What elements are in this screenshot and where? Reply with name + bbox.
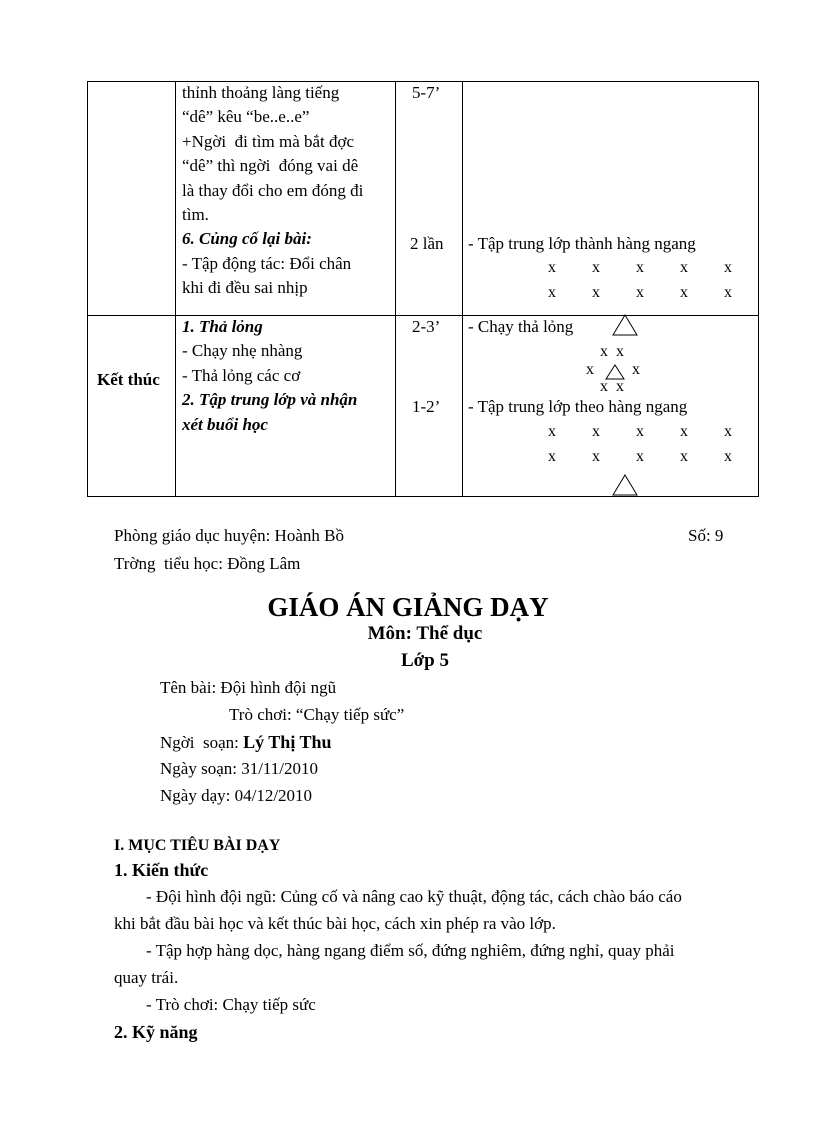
paragraph-1-line-2: khi bắt đầu bài học và kết thúc bài học, cách xin phép ra vào lớp. bbox=[114, 914, 556, 933]
grade-title: Lớp 5 bbox=[400, 650, 449, 671]
row2-method-2: - Tập trung lớp theo hàng ngang bbox=[468, 397, 688, 416]
author-name: Lý Thị Thu bbox=[243, 732, 332, 752]
heading-review: 6. Củng cố lại bài: bbox=[182, 229, 312, 249]
table-col-divider-3 bbox=[462, 81, 463, 497]
circle-formation-right: x bbox=[632, 361, 640, 378]
circle-formation-bottom: x x bbox=[600, 378, 624, 395]
row2-method-1: - Chạy thả lỏng bbox=[468, 317, 574, 336]
content-line: khi đi đều sai nhịp bbox=[182, 278, 308, 298]
content-line: - Chạy nhẹ nhàng bbox=[182, 341, 303, 361]
content-line: +Ngời đi tìm mà bắt đợc bbox=[182, 131, 355, 151]
row2-formation-row-1: x x x x x bbox=[548, 423, 732, 440]
teacher-triangle-icon bbox=[612, 314, 638, 336]
paragraph-2-line-2: quay trái. bbox=[114, 968, 179, 987]
content-line: “dê” kêu “be..e..e” bbox=[182, 107, 310, 127]
circle-formation-left: x bbox=[586, 361, 594, 378]
section-ket-thuc: Kết thúc bbox=[97, 370, 160, 389]
content-line: - Tập động tác: Đổi chân bbox=[182, 253, 352, 273]
row1-time-a: 5-7’ bbox=[412, 83, 441, 102]
paragraph-1-line-1: - Đội hình đội ngũ: Củng cố và nâng cao kỹ thuật, động tác, cách chào báo cáo bbox=[146, 887, 682, 906]
lesson-name: Tên bài: Đội hình đội ngũ bbox=[160, 678, 337, 697]
row1-time-b: 2 lần bbox=[410, 234, 444, 253]
author-label: Ngời soạn: bbox=[160, 733, 244, 752]
teacher-triangle-bottom-icon bbox=[612, 474, 638, 496]
circle-formation-top: x x bbox=[600, 343, 624, 360]
document-number: Số: 9 bbox=[688, 526, 724, 545]
heading-relax: 1. Thả lỏng bbox=[182, 317, 263, 336]
department-label: Phòng giáo dục huyện: Hoành Bồ bbox=[114, 526, 344, 545]
subsection-skills: 2. Kỹ năng bbox=[114, 1022, 198, 1042]
content-line: là thay đổi cho em đóng đi bbox=[182, 180, 364, 200]
date-written: Ngày soạn: 31/11/2010 bbox=[160, 759, 319, 778]
content-line: “dê” thì ngời đóng vai dê bbox=[182, 156, 359, 176]
subsection-knowledge: 1. Kiến thức bbox=[114, 860, 209, 880]
page-title: GIÁO ÁN GIẢNG DẠY bbox=[267, 592, 549, 622]
author-line bbox=[160, 732, 332, 753]
table-border-bottom bbox=[87, 496, 759, 497]
paragraph-2-line-1: - Tập hợp hàng dọc, hàng ngang điểm số, đứng nghiêm, đứng nghỉ, quay phải bbox=[146, 941, 675, 960]
row2-time-b: 1-2’ bbox=[412, 397, 441, 416]
row1-content bbox=[182, 81, 388, 301]
subject-title: Môn: Thể dục bbox=[367, 623, 483, 644]
table-border-left bbox=[87, 81, 88, 497]
table-col-divider-2 bbox=[395, 81, 396, 497]
table-border-right bbox=[758, 81, 759, 497]
table-col-divider-1 bbox=[175, 81, 176, 497]
date-taught: Ngày dạy: 04/12/2010 bbox=[160, 786, 313, 805]
row2-content bbox=[182, 315, 388, 437]
section-objectives-title: I. MỤC TIÊU BÀI DẠY bbox=[114, 837, 281, 854]
row1-formation-row-2: x x x x x bbox=[548, 284, 732, 301]
heading-gather-cont: xét buổi học bbox=[182, 414, 268, 434]
school-label: Trờng tiểu học: Đồng Lâm bbox=[114, 554, 301, 573]
game-name: Trò chơi: “Chạy tiếp sức” bbox=[229, 705, 405, 724]
content-line: thỉnh thoảng làng tiếng bbox=[182, 83, 340, 102]
content-line: tìm. bbox=[182, 205, 209, 225]
row1-method-1: - Tập trung lớp thành hàng ngang bbox=[468, 234, 696, 253]
row2-time-a: 2-3’ bbox=[412, 317, 441, 336]
paragraph-3: - Trò chơi: Chạy tiếp sức bbox=[146, 995, 316, 1014]
row1-formation-row-1: x x x x x bbox=[548, 259, 732, 276]
content-line: - Thả lỏng các cơ bbox=[182, 365, 301, 385]
row2-formation-row-2: x x x x x bbox=[548, 448, 732, 465]
heading-gather: 2. Tập trung lớp và nhận bbox=[182, 390, 358, 410]
